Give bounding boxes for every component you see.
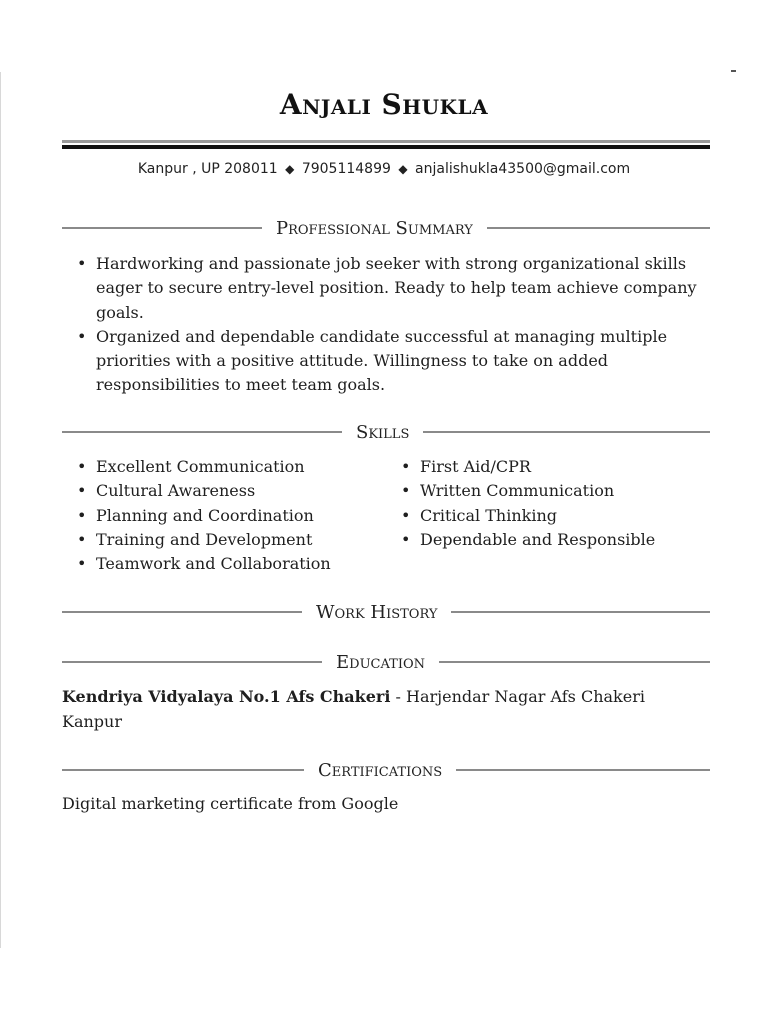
section-header-work-history (62, 600, 710, 624)
divider-line (456, 769, 710, 771)
skill-item: • First Aid/CPR (386, 455, 710, 479)
divider-line (423, 431, 710, 433)
divider-line (62, 661, 322, 663)
summary-list (62, 252, 710, 398)
section-header-skills (62, 420, 710, 444)
skill-item: • Written Communication (386, 479, 710, 503)
header-rule-thick (62, 145, 710, 149)
summary-item: • Hardworking and passionate job seeker with strong organizational skills eager to secure entry-level position. Ready to help team achieve company goals. (62, 252, 710, 325)
section-title-skills: Skills (356, 421, 410, 443)
education-entry (62, 684, 702, 734)
skills-list-right (386, 455, 710, 552)
diamond-separator-icon: ◆ (398, 162, 408, 176)
contact-line (0, 161, 768, 177)
skills-list-left (62, 455, 382, 576)
education-dash: - (390, 687, 407, 706)
skill-item: • Critical Thinking (386, 504, 710, 528)
corner-mark (731, 70, 736, 72)
section-header-education (62, 650, 710, 674)
certification-entry: Digital marketing certificate from Google (62, 794, 399, 813)
contact-address: Kanpur , UP 208011 (137, 161, 278, 177)
divider-line (439, 661, 710, 663)
contact-phone: 7905114899 (301, 161, 391, 177)
page-edge (0, 72, 1, 948)
resume-name: Anjali Shukla (279, 88, 489, 121)
divider-line (62, 769, 304, 771)
divider-line (451, 611, 710, 613)
divider-line (487, 227, 710, 229)
education-school: Kendriya Vidyalaya No.1 Afs Chakeri (62, 687, 391, 706)
skill-item: • Planning and Coordination (62, 504, 382, 528)
diamond-separator-icon: ◆ (285, 162, 295, 176)
contact-email: anjalishukla43500@gmail.com (415, 161, 631, 177)
skill-item: • Teamwork and Collaboration (62, 552, 382, 576)
skill-item: • Training and Development (62, 528, 382, 552)
divider-line (62, 227, 262, 229)
skill-item: • Excellent Communication (62, 455, 382, 479)
header-rule-thin (62, 140, 710, 143)
education-location: Harjendar Nagar Afs Chakeri Kanpur (62, 687, 645, 731)
section-title-education: Education (336, 651, 425, 673)
section-header-certifications (62, 758, 710, 782)
summary-item: • Organized and dependable candidate successful at managing multiple priorities with a positive attitude. Willingness to take on added responsibilities to meet team goals. (62, 325, 710, 398)
section-title-work-history: Work History (316, 601, 438, 623)
skill-item: • Dependable and Responsible (386, 528, 710, 552)
divider-line (62, 431, 342, 433)
skill-item: • Cultural Awareness (62, 479, 382, 503)
section-title-certifications: Certifications (318, 759, 443, 781)
section-title-summary: Professional Summary (276, 217, 473, 239)
divider-line (62, 611, 302, 613)
section-header-summary (62, 216, 710, 240)
